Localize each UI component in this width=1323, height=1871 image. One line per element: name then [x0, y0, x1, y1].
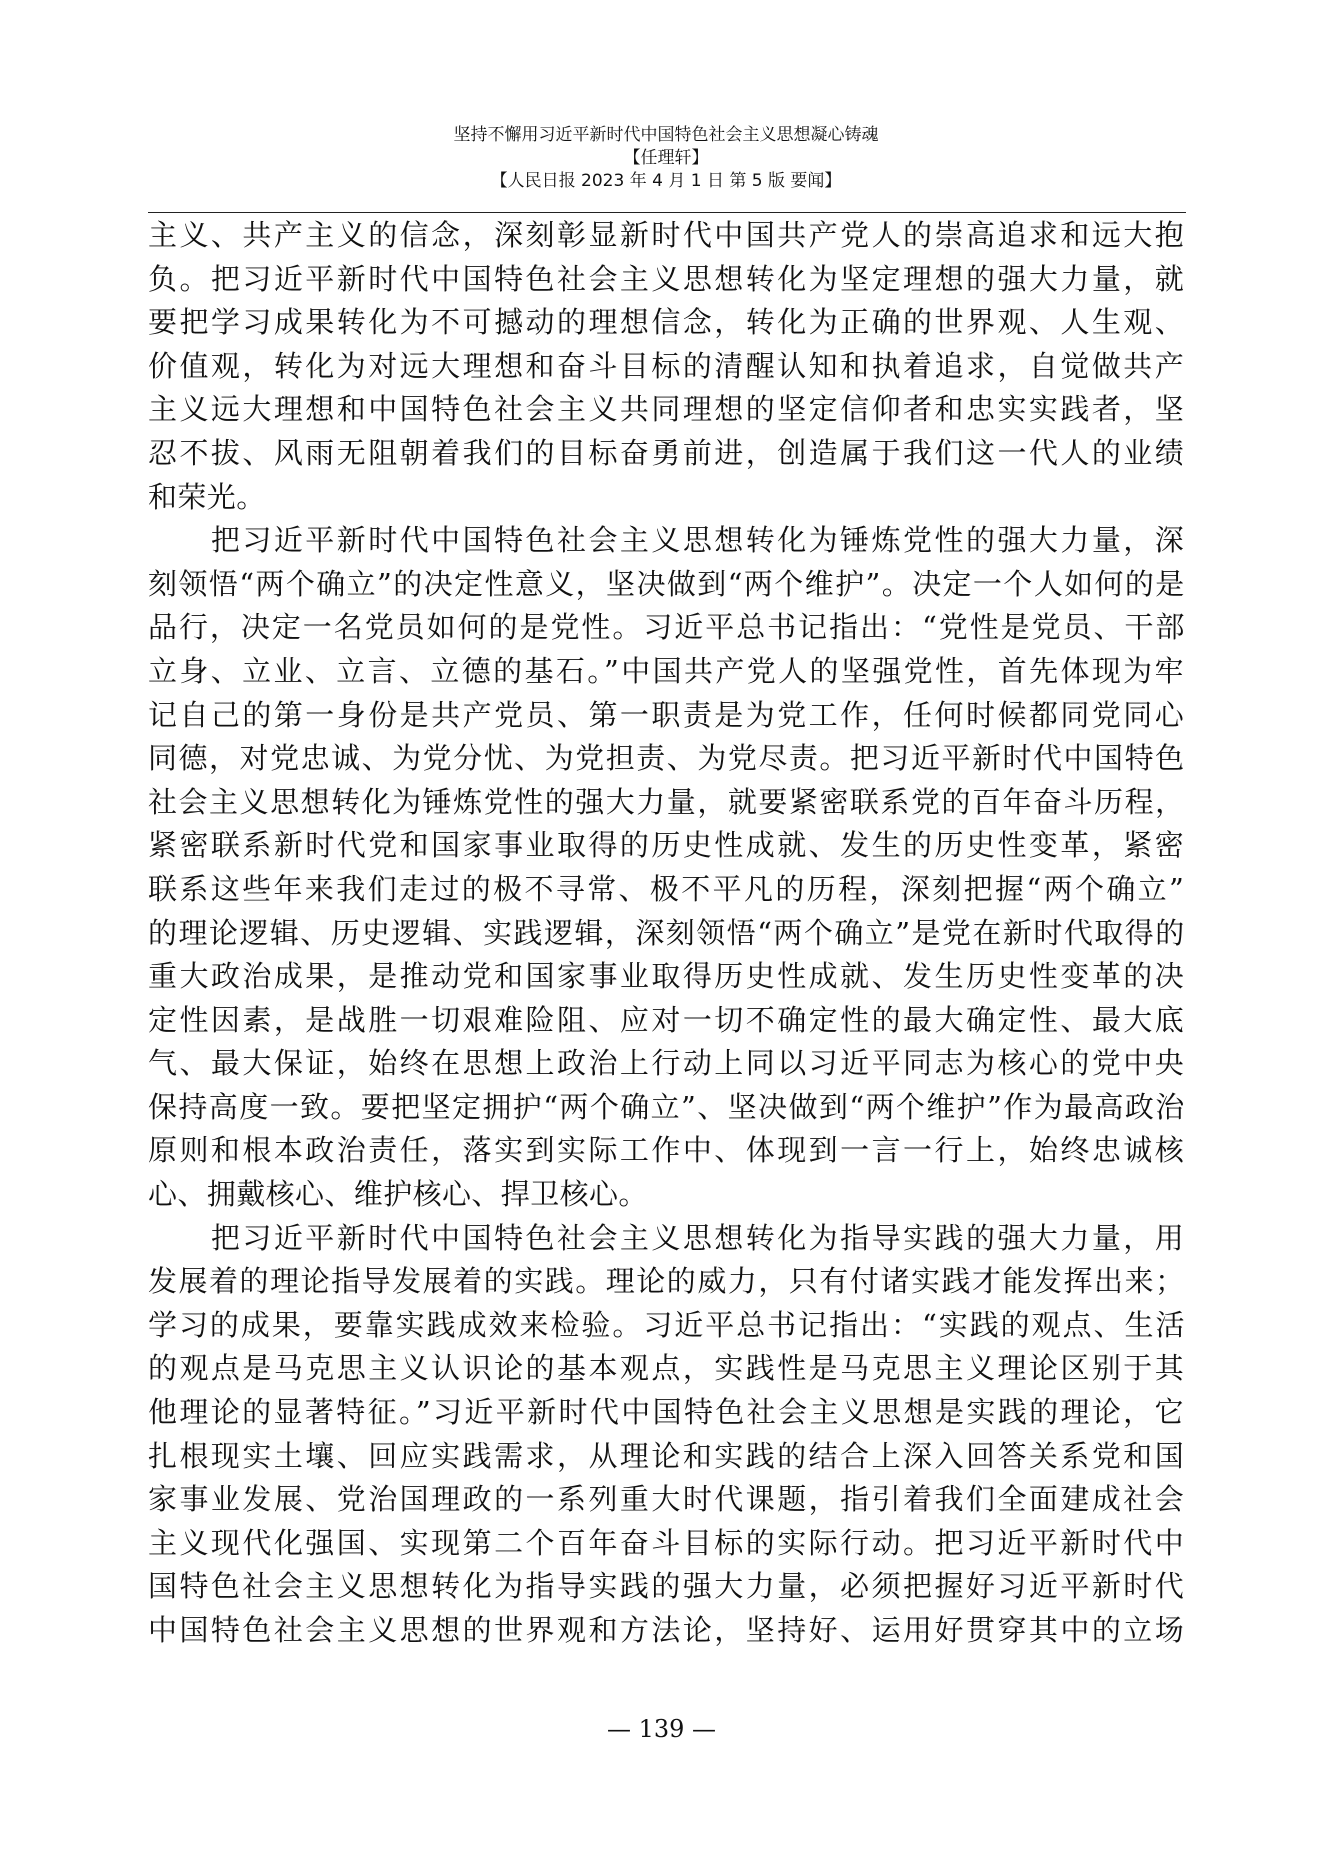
body-line: 价值观，转化为对远大理想和奋斗目标的清醒认知和执着追求，自觉做共产 [148, 348, 1187, 383]
body-line: 学习的成果，要靠实践成效来检验。习近平总书记指出：“实践的观点、生活 [148, 1307, 1187, 1342]
body-line: 扎根现实土壤、回应实践需求，从理论和实践的结合上深入回答关系党和国 [148, 1438, 1187, 1473]
page-header [148, 124, 1184, 193]
body-line: 国特色社会主义思想转化为指导实践的强大力量，必须把握好习近平新时代 [148, 1569, 1187, 1604]
body-line: 同德，对党忠诚、为党分忧、为党担责、为党尽责。把习近平新时代中国特色 [148, 741, 1186, 776]
body-line: 中国特色社会主义思想的世界观和方法论，坚持好、运用好贯穿其中的立场 [148, 1613, 1187, 1647]
article-source: 【人民日报 2023 年 4 月 1 日 第 5 版 要闻】 [490, 171, 842, 191]
body-line: 的理论逻辑、历史逻辑、实践逻辑，深刻领悟“两个确立”是党在新时代取得的 [148, 915, 1186, 950]
article-title: 坚持不懈用习近平新时代中国特色社会主义思想凝心铸魂 [453, 125, 879, 145]
article-body [148, 214, 1186, 1653]
body-line: 发展着的理论指导发展着的实践。理论的威力，只有付诸实践才能发挥出来； [148, 1264, 1186, 1299]
body-line: 把习近平新时代中国特色社会主义思想转化为指导实践的强大力量，用 [148, 1220, 1187, 1255]
body-line: 品行，决定一名党员如何的是党性。习近平总书记指出：“党性是党员、干部 [148, 610, 1187, 645]
body-line: 忍不拔、风雨无阻朝着我们的目标奋勇前进，创造属于我们这一代人的业绩 [148, 435, 1187, 470]
body-line: 重大政治成果，是推动党和国家事业取得历史性成就、发生历史性变革的决 [148, 959, 1187, 994]
body-line: 刻领悟“两个确立”的决定性意义，坚决做到“两个维护”。决定一个人如何的是 [148, 566, 1186, 601]
body-line: 保持高度一致。要把坚定拥护“两个确立”、坚决做到“两个维护”作为最高政治 [148, 1089, 1186, 1124]
article-author: 【任理轩】 [623, 148, 709, 168]
body-line: 和荣光。 [148, 479, 266, 514]
body-line: 家事业发展、党治国理政的一系列重大时代课题，指引着我们全面建成社会 [148, 1482, 1187, 1517]
body-line: 社会主义思想转化为锤炼党性的强大力量，就要紧密联系党的百年奋斗历程， [148, 784, 1186, 819]
body-line: 联系这些年来我们走过的极不寻常、极不平凡的历程，深刻把握“两个确立” [148, 871, 1187, 906]
body-line: 他理论的显著特征。”习近平新时代中国特色社会主义思想是实践的理论，它 [148, 1395, 1186, 1430]
body-line: 主义、共产主义的信念，深刻彰显新时代中国共产党人的崇高追求和远大抱 [148, 218, 1187, 252]
page-number: — 139 — [606, 1715, 717, 1743]
body-line: 记自己的第一身份是共产党员、第一职责是为党工作，任何时候都同党同心 [148, 697, 1187, 732]
body-line: 把习近平新时代中国特色社会主义思想转化为锤炼党性的强大力量，深 [148, 523, 1187, 558]
body-line: 的观点是马克思主义认识论的基本观点，实践性是马克思主义理论区别于其 [148, 1351, 1187, 1386]
body-line: 气、最大保证，始终在思想上政治上行动上同以习近平同志为核心的党中央 [148, 1046, 1187, 1081]
body-line: 要把学习成果转化为不可撼动的理想信念，转化为正确的世界观、人生观、 [148, 305, 1187, 340]
body-line: 心、拥戴核心、维护核心、捍卫核心。 [148, 1177, 648, 1212]
body-line: 立身、立业、立言、立德的基石。”中国共产党人的坚强党性，首先体现为牢 [148, 653, 1186, 688]
header-divider [148, 212, 1186, 213]
body-line: 主义现代化强国、实现第二个百年奋斗目标的实际行动。把习近平新时代中 [148, 1525, 1187, 1560]
body-line: 负。把习近平新时代中国特色社会主义思想转化为坚定理想的强大力量，就 [148, 261, 1187, 296]
body-line: 定性因素，是战胜一切艰难险阻、应对一切不确定性的最大确定性、最大底 [148, 1002, 1187, 1037]
body-line: 主义远大理想和中国特色社会主义共同理想的坚定信仰者和忠实实践者，坚 [148, 392, 1187, 427]
body-line: 紧密联系新时代党和国家事业取得的历史性成就、发生的历史性变革，紧密 [148, 828, 1187, 863]
body-line: 原则和根本政治责任，落实到实际工作中、体现到一言一行上，始终忠诚核 [148, 1133, 1187, 1168]
